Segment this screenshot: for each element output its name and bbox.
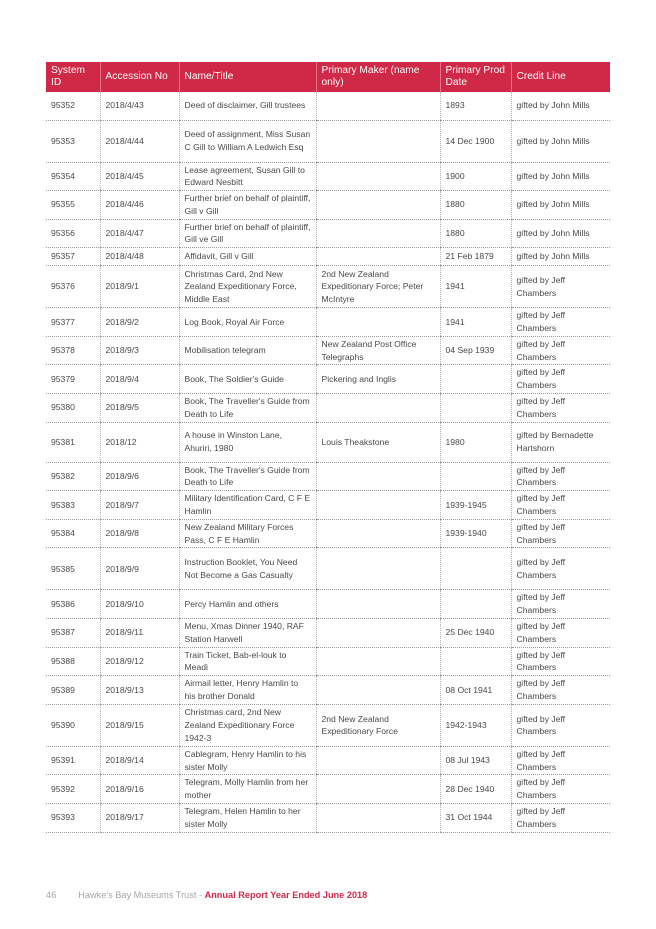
cell-prod-date [440,394,511,423]
table-row [46,590,610,619]
cell-system-id: 95355 [46,191,100,220]
cell-primary-maker: Louis Theakstone [316,422,440,462]
cell-credit-line: gifted by Jeff Chambers [511,365,610,394]
cell-primary-maker [316,804,440,833]
cell-accession-no: 2018/9/4 [100,365,179,394]
table-row [46,619,610,648]
cell-accession-no: 2018/9/14 [100,746,179,775]
cell-primary-maker [316,775,440,804]
table-row [46,519,610,548]
table-row [46,804,610,833]
cell-credit-line: gifted by Jeff Chambers [511,775,610,804]
cell-system-id: 95381 [46,422,100,462]
cell-prod-date [440,365,511,394]
cell-primary-maker: 2nd New Zealand Expeditionary Force [316,704,440,746]
table-row [46,308,610,337]
cell-credit-line: gifted by Jeff Chambers [511,519,610,548]
table-row [46,491,610,520]
cell-credit-line: gifted by Jeff Chambers [511,462,610,491]
table-row [46,676,610,705]
cell-prod-date: 1880 [440,191,511,220]
cell-system-id: 95393 [46,804,100,833]
cell-name-title: Cablegram, Henry Hamlin to his sister Molly [179,746,316,775]
cell-accession-no: 2018/4/46 [100,191,179,220]
cell-credit-line: gifted by Jeff Chambers [511,619,610,648]
cell-credit-line: gifted by Jeff Chambers [511,266,610,308]
cell-prod-date: 1939-1940 [440,519,511,548]
cell-system-id: 95386 [46,590,100,619]
cell-system-id: 95379 [46,365,100,394]
cell-accession-no: 2018/9/9 [100,548,179,590]
cell-prod-date: 21 Feb 1879 [440,248,511,266]
table-row [46,162,610,191]
cell-primary-maker [316,491,440,520]
cell-primary-maker [316,746,440,775]
cell-system-id: 95354 [46,162,100,191]
cell-primary-maker [316,519,440,548]
cell-credit-line: gifted by Jeff Chambers [511,746,610,775]
header-accession-no: Accession No [100,62,179,92]
cell-accession-no: 2018/9/12 [100,647,179,676]
cell-prod-date [440,548,511,590]
cell-name-title: Deed of disclaimer, Gill trustees [179,92,316,120]
cell-prod-date: 14 Dec 1900 [440,120,511,162]
cell-system-id: 95383 [46,491,100,520]
cell-name-title: Telegram, Helen Hamlin to her sister Molly [179,804,316,833]
cell-credit-line: gifted by Jeff Chambers [511,676,610,705]
cell-accession-no: 2018/9/16 [100,775,179,804]
cell-primary-maker [316,647,440,676]
cell-system-id: 95384 [46,519,100,548]
cell-name-title: Airmail letter, Henry Hamlin to his brother Donald [179,676,316,705]
table-row [46,462,610,491]
cell-accession-no: 2018/4/44 [100,120,179,162]
cell-primary-maker [316,120,440,162]
header-primary-prod-date: Primary Prod Date [440,62,511,92]
cell-name-title: A house in Winston Lane, Ahuriri, 1980 [179,422,316,462]
table-header [46,62,610,92]
cell-primary-maker [316,219,440,248]
cell-accession-no: 2018/9/15 [100,704,179,746]
header-primary-maker: Primary Maker (name only) [316,62,440,92]
cell-primary-maker [316,248,440,266]
table-row [46,365,610,394]
acquisitions-table [46,62,610,833]
table-row [46,647,610,676]
cell-primary-maker: 2nd New Zealand Expeditionary Force; Peter McIntyre [316,266,440,308]
table-row [46,120,610,162]
table-row [46,775,610,804]
cell-name-title: Christmas card, 2nd New Zealand Expeditionary Force 1942-3 [179,704,316,746]
cell-name-title: Book, The Traveller's Guide from Death to Life [179,462,316,491]
cell-credit-line: gifted by John Mills [511,162,610,191]
cell-name-title: Percy Hamlin and others [179,590,316,619]
header-system-id: System ID [46,62,100,92]
table-body [46,92,610,832]
cell-primary-maker [316,394,440,423]
cell-credit-line: gifted by John Mills [511,248,610,266]
cell-system-id: 95391 [46,746,100,775]
cell-credit-line: gifted by Jeff Chambers [511,548,610,590]
cell-prod-date: 25 Dec 1940 [440,619,511,648]
cell-credit-line: gifted by John Mills [511,120,610,162]
cell-credit-line: gifted by Jeff Chambers [511,804,610,833]
cell-accession-no: 2018/9/5 [100,394,179,423]
cell-accession-no: 2018/9/13 [100,676,179,705]
cell-accession-no: 2018/9/6 [100,462,179,491]
table-row [46,191,610,220]
cell-name-title: Lease agreement, Susan Gill to Edward Nesbitt [179,162,316,191]
header-row [46,62,610,92]
table-row [46,266,610,308]
cell-credit-line: gifted by John Mills [511,191,610,220]
cell-accession-no: 2018/9/8 [100,519,179,548]
cell-primary-maker: Pickering and Inglis [316,365,440,394]
cell-accession-no: 2018/9/1 [100,266,179,308]
cell-prod-date: 1941 [440,266,511,308]
cell-credit-line: gifted by Jeff Chambers [511,336,610,365]
cell-system-id: 95356 [46,219,100,248]
cell-prod-date: 04 Sep 1939 [440,336,511,365]
cell-accession-no: 2018/4/43 [100,92,179,120]
cell-credit-line: gifted by Jeff Chambers [511,394,610,423]
cell-accession-no: 2018/9/3 [100,336,179,365]
cell-primary-maker [316,548,440,590]
table-row [46,746,610,775]
table-row [46,248,610,266]
cell-prod-date: 1980 [440,422,511,462]
footer-org: Hawke's Bay Museums Trust - [78,890,205,900]
cell-primary-maker [316,590,440,619]
cell-accession-no: 2018/9/17 [100,804,179,833]
cell-system-id: 95357 [46,248,100,266]
table-row [46,92,610,120]
page-footer [46,890,367,900]
cell-accession-no: 2018/4/45 [100,162,179,191]
cell-name-title: Train Ticket, Bab-el-louk to Meadi [179,647,316,676]
cell-accession-no: 2018/9/10 [100,590,179,619]
cell-prod-date: 1900 [440,162,511,191]
cell-primary-maker [316,308,440,337]
cell-system-id: 95387 [46,619,100,648]
cell-credit-line: gifted by Jeff Chambers [511,491,610,520]
cell-credit-line: gifted by Jeff Chambers [511,704,610,746]
cell-accession-no: 2018/9/7 [100,491,179,520]
cell-name-title: Menu, Xmas Dinner 1940, RAF Station Harwell [179,619,316,648]
table-row [46,219,610,248]
cell-name-title: Christmas Card, 2nd New Zealand Expeditionary Force, Middle East [179,266,316,308]
cell-prod-date: 1880 [440,219,511,248]
cell-accession-no: 2018/9/2 [100,308,179,337]
cell-prod-date: 1893 [440,92,511,120]
cell-primary-maker: New Zealand Post Office Telegraphs [316,336,440,365]
cell-credit-line: gifted by Bernadette Hartshorn [511,422,610,462]
cell-primary-maker [316,619,440,648]
cell-system-id: 95353 [46,120,100,162]
cell-prod-date [440,462,511,491]
cell-primary-maker [316,92,440,120]
cell-name-title: Mobilisation telegram [179,336,316,365]
cell-system-id: 95382 [46,462,100,491]
cell-system-id: 95385 [46,548,100,590]
cell-system-id: 95376 [46,266,100,308]
cell-primary-maker [316,676,440,705]
cell-credit-line: gifted by John Mills [511,219,610,248]
cell-accession-no: 2018/9/11 [100,619,179,648]
page-number: 46 [46,890,57,900]
cell-accession-no: 2018/4/48 [100,248,179,266]
footer-report-title: Annual Report Year Ended June 2018 [204,890,368,900]
cell-name-title: Deed of assignment, Miss Susan C Gill to William A Ledwich Esq [179,120,316,162]
cell-prod-date: 1941 [440,308,511,337]
cell-system-id: 95388 [46,647,100,676]
table-row [46,394,610,423]
header-name-title: Name/Title [179,62,316,92]
cell-name-title: Further brief on behalf of plaintiff, Gill ve Gill [179,219,316,248]
cell-prod-date [440,590,511,619]
header-credit-line: Credit Line [511,62,610,92]
cell-prod-date: 31 Oct 1944 [440,804,511,833]
table-row [46,704,610,746]
cell-system-id: 95352 [46,92,100,120]
cell-credit-line: gifted by John Mills [511,92,610,120]
cell-system-id: 95380 [46,394,100,423]
cell-primary-maker [316,191,440,220]
cell-prod-date [440,647,511,676]
cell-prod-date: 1942-1943 [440,704,511,746]
cell-name-title: Affidavit, Gill v Gill [179,248,316,266]
cell-name-title: Book, The Soldier's Guide [179,365,316,394]
table-row [46,548,610,590]
cell-prod-date: 08 Oct 1941 [440,676,511,705]
cell-credit-line: gifted by Jeff Chambers [511,308,610,337]
cell-prod-date: 08 Jul 1943 [440,746,511,775]
cell-credit-line: gifted by Jeff Chambers [511,647,610,676]
cell-name-title: Military Identification Card, C F E Hamlin [179,491,316,520]
cell-prod-date: 1939-1945 [440,491,511,520]
cell-name-title: Log Book, Royal Air Force [179,308,316,337]
table-row [46,336,610,365]
cell-accession-no: 2018/12 [100,422,179,462]
cell-name-title: New Zealand Military Forces Pass, C F E Hamlin [179,519,316,548]
cell-name-title: Further brief on behalf of plaintiff, Gill v Gill [179,191,316,220]
cell-name-title: Telegram, Molly Hamlin from her mother [179,775,316,804]
cell-system-id: 95389 [46,676,100,705]
cell-system-id: 95390 [46,704,100,746]
cell-credit-line: gifted by Jeff Chambers [511,590,610,619]
cell-system-id: 95377 [46,308,100,337]
cell-name-title: Instruction Booklet, You Need Not Become a Gas Casualty [179,548,316,590]
table-row [46,422,610,462]
cell-primary-maker [316,162,440,191]
cell-prod-date: 28 Dec 1940 [440,775,511,804]
cell-primary-maker [316,462,440,491]
cell-system-id: 95392 [46,775,100,804]
cell-system-id: 95378 [46,336,100,365]
cell-name-title: Book, The Traveller's Guide from Death to Life [179,394,316,423]
cell-accession-no: 2018/4/47 [100,219,179,248]
